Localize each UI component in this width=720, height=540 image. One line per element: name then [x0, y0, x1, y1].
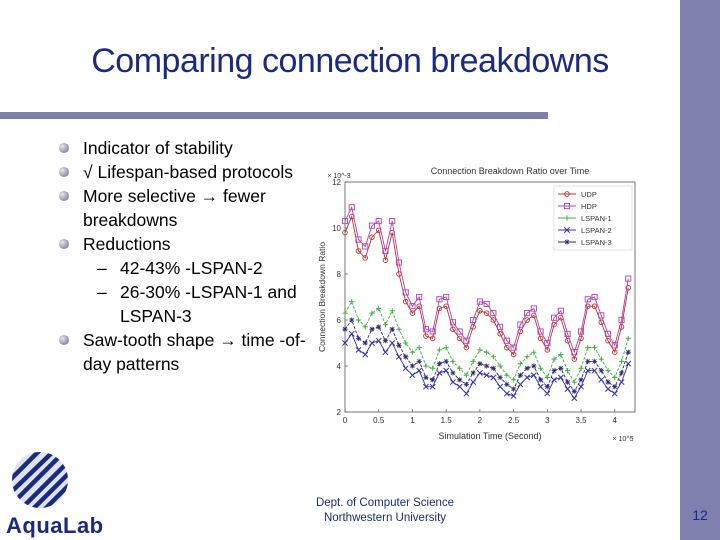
data-point — [349, 299, 354, 304]
bullet-dot-icon — [59, 191, 69, 201]
data-point — [423, 363, 428, 368]
x-tick-label: 3 — [545, 416, 550, 425]
data-point — [457, 377, 462, 382]
sub-bullet-item — [58, 256, 328, 280]
data-point — [626, 350, 631, 355]
data-point — [592, 359, 597, 364]
data-point — [626, 361, 631, 366]
data-point — [626, 336, 631, 341]
data-point — [558, 366, 563, 371]
x-tick-label: 0.5 — [373, 416, 385, 425]
data-point — [356, 317, 361, 322]
data-point — [423, 375, 428, 380]
data-point — [376, 324, 381, 329]
data-point — [491, 375, 496, 380]
data-point — [498, 375, 503, 380]
data-point — [511, 386, 516, 391]
y-tick-label: 2 — [336, 408, 341, 417]
data-point — [471, 370, 476, 375]
data-point — [471, 359, 476, 364]
data-point — [558, 352, 563, 357]
data-point — [612, 375, 617, 380]
bullet-text: More selective → fewer breakdowns — [83, 186, 266, 230]
breakdown-chart — [300, 160, 645, 445]
data-point — [504, 382, 509, 387]
data-point — [369, 327, 374, 332]
footer-university: Northwestern University — [323, 512, 447, 524]
data-point — [437, 347, 442, 352]
data-point — [450, 380, 455, 385]
logo-text: AquaLab — [6, 513, 104, 538]
data-point — [396, 354, 401, 359]
dash-icon: – — [97, 282, 107, 302]
data-point — [578, 384, 583, 389]
data-point — [464, 391, 469, 396]
data-point — [363, 352, 368, 357]
data-point — [477, 370, 482, 375]
data-point — [531, 363, 536, 368]
legend-label: HDP — [581, 202, 597, 211]
data-point — [551, 368, 556, 373]
y-tick-label: 12 — [332, 178, 341, 187]
data-point — [417, 345, 422, 350]
data-point — [518, 382, 523, 387]
data-point — [531, 373, 536, 378]
sub-bullet-text: 26-30% -LSPAN-1 and LSPAN-3 — [120, 282, 297, 326]
data-point — [498, 384, 503, 389]
data-point — [342, 327, 347, 332]
x-tick-label: 2 — [477, 416, 483, 425]
x-tick-label: 0 — [342, 416, 348, 425]
legend-label: LSPAN-1 — [581, 214, 612, 223]
sub-bullet-text: 42-43% -LSPAN-2 — [120, 258, 263, 278]
dash-icon: – — [97, 258, 107, 278]
data-point — [599, 357, 604, 362]
footer-dept: Dept. of Computer Science — [315, 497, 455, 509]
data-point — [599, 368, 604, 373]
y-tick-label: 4 — [336, 362, 341, 371]
data-point — [390, 308, 395, 313]
data-point — [592, 345, 597, 350]
data-point — [363, 340, 368, 345]
data-point — [464, 382, 469, 387]
data-point — [605, 380, 610, 385]
bullet-dot-icon — [59, 239, 69, 249]
data-point — [558, 375, 563, 380]
data-point — [403, 366, 408, 371]
data-point — [551, 357, 556, 362]
data-point — [599, 377, 604, 382]
data-point — [518, 373, 523, 378]
right-accent-band — [680, 0, 720, 540]
data-point — [430, 377, 435, 382]
data-point — [477, 361, 482, 366]
footer — [295, 496, 475, 526]
data-point — [349, 317, 354, 322]
x-tick-label: 3.5 — [575, 416, 587, 425]
data-point — [524, 366, 529, 371]
series-line — [345, 320, 628, 391]
data-point — [572, 380, 577, 385]
data-point — [410, 373, 415, 378]
data-point — [551, 377, 556, 382]
page-number: 12 — [692, 507, 708, 523]
data-point — [396, 343, 401, 348]
data-point — [578, 366, 583, 371]
data-point — [403, 354, 408, 359]
sub-bullet-item — [58, 280, 328, 328]
data-point — [477, 347, 482, 352]
bullet-dot-icon — [59, 167, 69, 177]
data-point — [565, 380, 570, 385]
data-point — [383, 338, 388, 343]
data-point — [369, 340, 374, 345]
data-point — [349, 331, 354, 336]
data-point — [605, 368, 610, 373]
data-point — [538, 384, 543, 389]
data-point — [578, 377, 583, 382]
bullet-item — [58, 328, 328, 376]
legend-label: UDP — [581, 190, 597, 199]
data-point — [524, 375, 529, 380]
data-point — [437, 361, 442, 366]
data-point — [511, 393, 516, 398]
data-point — [504, 373, 509, 378]
data-point — [612, 391, 617, 396]
bullet-dot-icon — [59, 335, 69, 345]
data-point — [417, 368, 422, 373]
legend-label: LSPAN-3 — [581, 238, 612, 247]
data-point — [437, 370, 442, 375]
bullet-item — [58, 184, 328, 232]
data-point — [531, 350, 536, 355]
data-point — [545, 391, 550, 396]
legend-label: LSPAN-2 — [581, 226, 612, 235]
data-point — [444, 345, 449, 350]
data-point — [619, 370, 624, 375]
data-point — [619, 380, 624, 385]
data-point — [430, 366, 435, 371]
data-point — [585, 359, 590, 364]
y-multiplier: × 10^-3 — [327, 173, 351, 180]
data-point — [572, 389, 577, 394]
data-point — [450, 359, 455, 364]
chart-svg — [300, 160, 645, 445]
data-point — [545, 384, 550, 389]
data-point — [390, 340, 395, 345]
bullet-dot-icon — [59, 143, 69, 153]
data-point — [383, 322, 388, 327]
data-point — [444, 368, 449, 373]
data-point — [356, 347, 361, 352]
data-point — [572, 396, 577, 401]
y-tick-label: 10 — [332, 224, 341, 233]
bullet-text: Indicator of stability — [83, 138, 233, 158]
data-point — [484, 350, 489, 355]
data-point — [342, 311, 347, 316]
data-point — [585, 345, 590, 350]
data-point — [524, 354, 529, 359]
title-divider — [0, 112, 548, 119]
x-tick-label: 1.5 — [440, 416, 452, 425]
y-axis-label: Connection Breakdown Ratio — [317, 241, 327, 353]
data-point — [484, 363, 489, 368]
data-point — [565, 368, 570, 373]
data-point — [564, 239, 569, 244]
bullet-text: Saw-tooth shape → time -of-day patterns — [83, 330, 306, 374]
data-point — [356, 336, 361, 341]
data-point — [376, 306, 381, 311]
data-point — [538, 377, 543, 382]
bullet-item — [58, 136, 328, 160]
x-tick-label: 2.5 — [508, 416, 520, 425]
bullet-text: √ Lifespan-based protocols — [83, 162, 294, 182]
data-point — [444, 359, 449, 364]
data-point — [612, 384, 617, 389]
data-point — [619, 359, 624, 364]
slide-title: Comparing connection breakdowns — [91, 42, 609, 80]
data-point — [363, 324, 368, 329]
data-point — [457, 384, 462, 389]
data-point — [410, 363, 415, 368]
x-axis-label: Simulation Time (Second) — [438, 431, 542, 441]
data-point — [417, 359, 422, 364]
x-tick-label: 4 — [612, 416, 617, 425]
data-point — [396, 327, 401, 332]
data-point — [369, 311, 374, 316]
x-tick-label: 1 — [410, 416, 415, 425]
data-point — [450, 370, 455, 375]
bullet-item — [58, 160, 328, 184]
data-point — [504, 391, 509, 396]
x-multiplier: × 10^5 — [612, 436, 634, 443]
data-point — [390, 327, 395, 332]
data-point — [376, 338, 381, 343]
data-point — [471, 380, 476, 385]
bullet-item — [58, 232, 328, 256]
data-point — [410, 350, 415, 355]
chart-title: Connection Breakdown Ratio over Time — [430, 166, 590, 176]
bullet-text: Reductions — [83, 234, 171, 254]
data-point — [565, 386, 570, 391]
data-point — [511, 377, 516, 382]
data-point — [383, 350, 388, 355]
bullet-list — [58, 136, 328, 376]
data-point — [491, 366, 496, 371]
y-tick-label: 6 — [336, 316, 341, 325]
data-point — [605, 386, 610, 391]
y-tick-label: 8 — [336, 270, 341, 279]
data-point — [518, 361, 523, 366]
data-point — [484, 373, 489, 378]
